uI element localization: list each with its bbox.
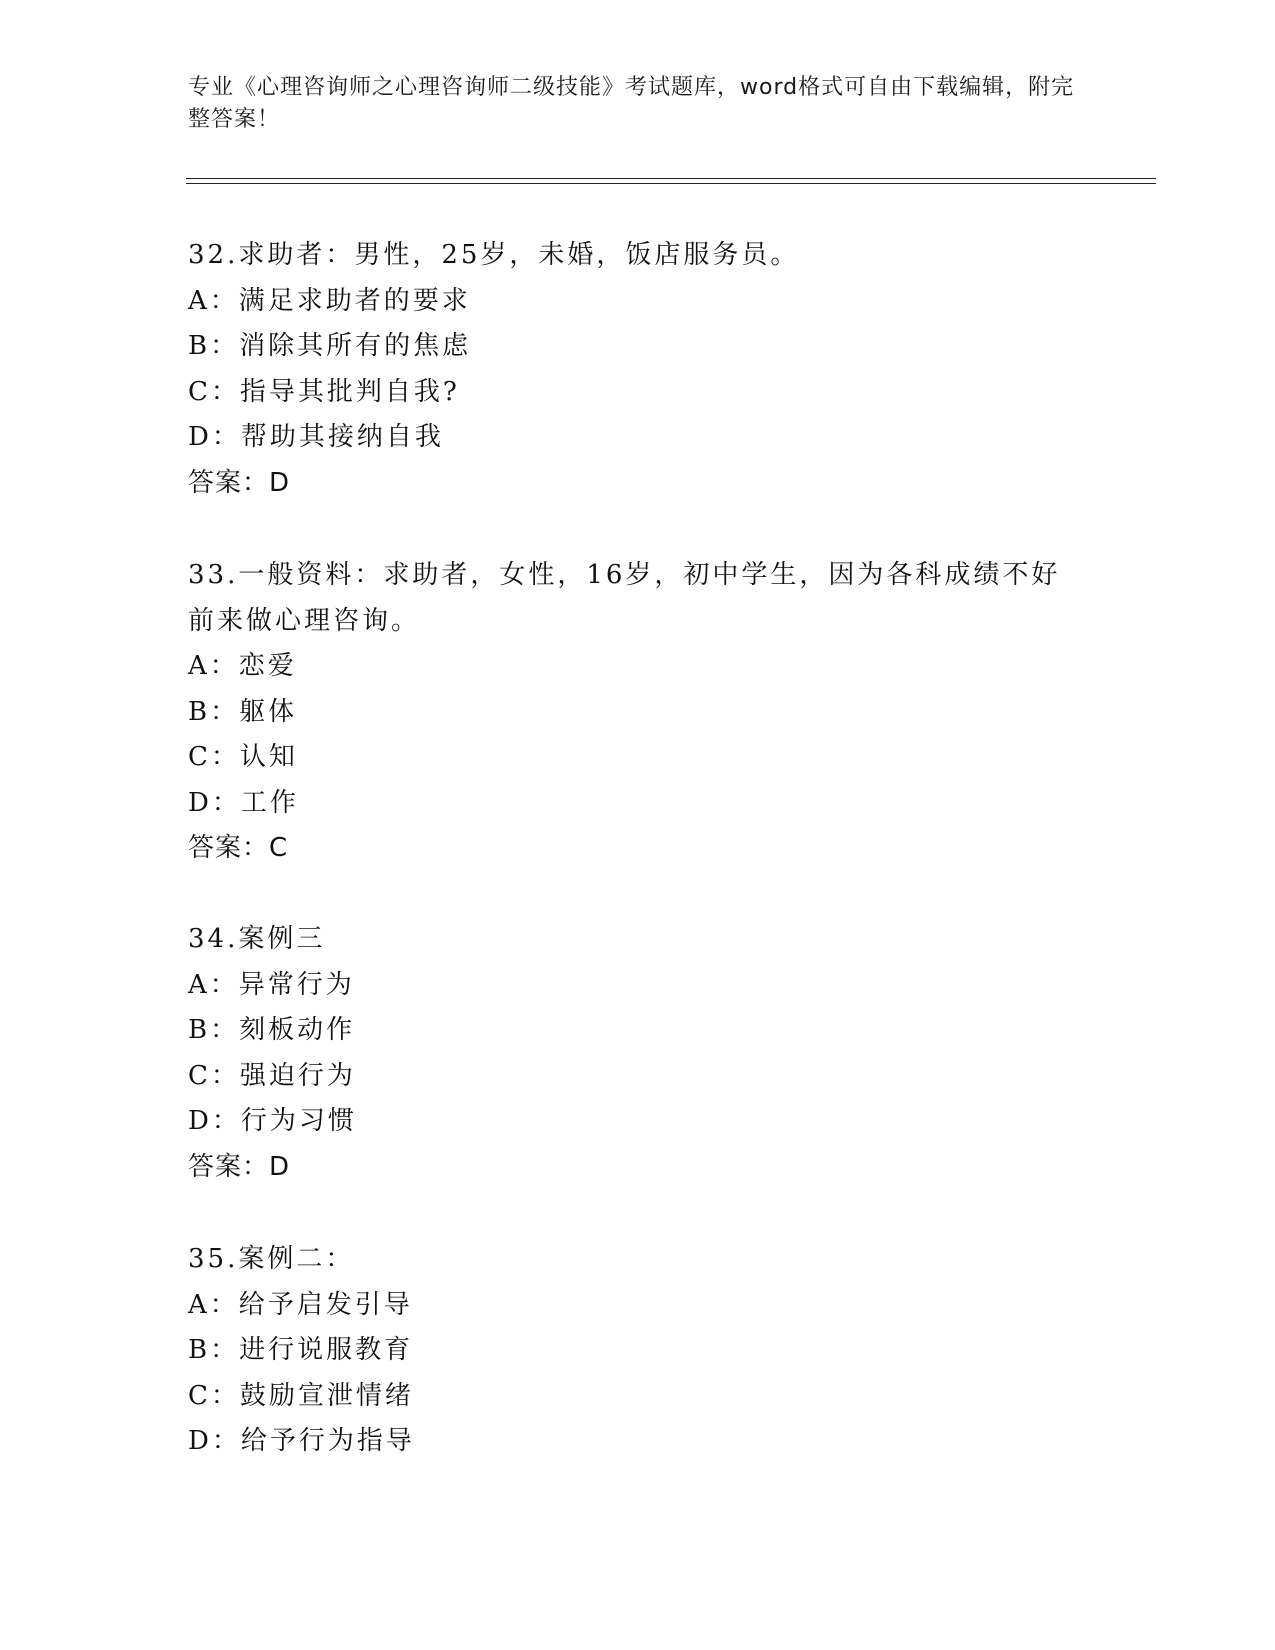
option-d: D：给予行为指导 bbox=[188, 1426, 415, 1456]
option-a: A：异常行为 bbox=[188, 969, 355, 1000]
option-c: C：指导其批判自我? bbox=[188, 376, 460, 407]
option-a: A：满足求助者的要求 bbox=[188, 285, 471, 316]
question-35 bbox=[188, 1237, 1088, 1465]
option-c: C：强迫行为 bbox=[188, 1060, 356, 1091]
question-stem: 33.一般资料：求助者，女性，16岁，初中学生，因为各科成绩不好前来做心理咨询。 bbox=[188, 560, 1061, 636]
question-34 bbox=[188, 917, 1088, 1190]
option-a: A：恋爱 bbox=[188, 651, 297, 681]
answer: 答案：C bbox=[188, 833, 289, 863]
option-a: A：给予启发引导 bbox=[188, 1289, 413, 1320]
option-b: B：进行说服教育 bbox=[188, 1335, 414, 1365]
option-b: B：躯体 bbox=[188, 696, 298, 727]
option-d: D：行为习惯 bbox=[188, 1106, 357, 1136]
option-b: B：刻板动作 bbox=[188, 1015, 356, 1045]
header-divider-bottom bbox=[186, 183, 1156, 184]
question-32 bbox=[188, 233, 1088, 506]
option-c: C：认知 bbox=[188, 742, 298, 772]
answer: 答案：D bbox=[188, 467, 291, 498]
question-33 bbox=[188, 553, 1088, 872]
answer: 答案：D bbox=[188, 1151, 291, 1182]
option-d: D：帮助其接纳自我 bbox=[188, 422, 444, 452]
question-stem: 35.案例二： bbox=[188, 1244, 355, 1274]
question-stem: 32.求助者：男性，25岁，未婚，饭店服务员。 bbox=[188, 240, 800, 270]
option-d: D：工作 bbox=[188, 787, 299, 818]
header-divider-top bbox=[186, 178, 1156, 179]
option-b: B：消除其所有的焦虑 bbox=[188, 331, 472, 361]
option-c: C：鼓励宣泄情绪 bbox=[188, 1380, 414, 1411]
question-stem: 34.案例三 bbox=[188, 924, 326, 954]
document-header: 专业《心理咨询师之心理咨询师二级技能》考试题库，word格式可自由下载编辑，附完整答案！ bbox=[188, 75, 1075, 132]
